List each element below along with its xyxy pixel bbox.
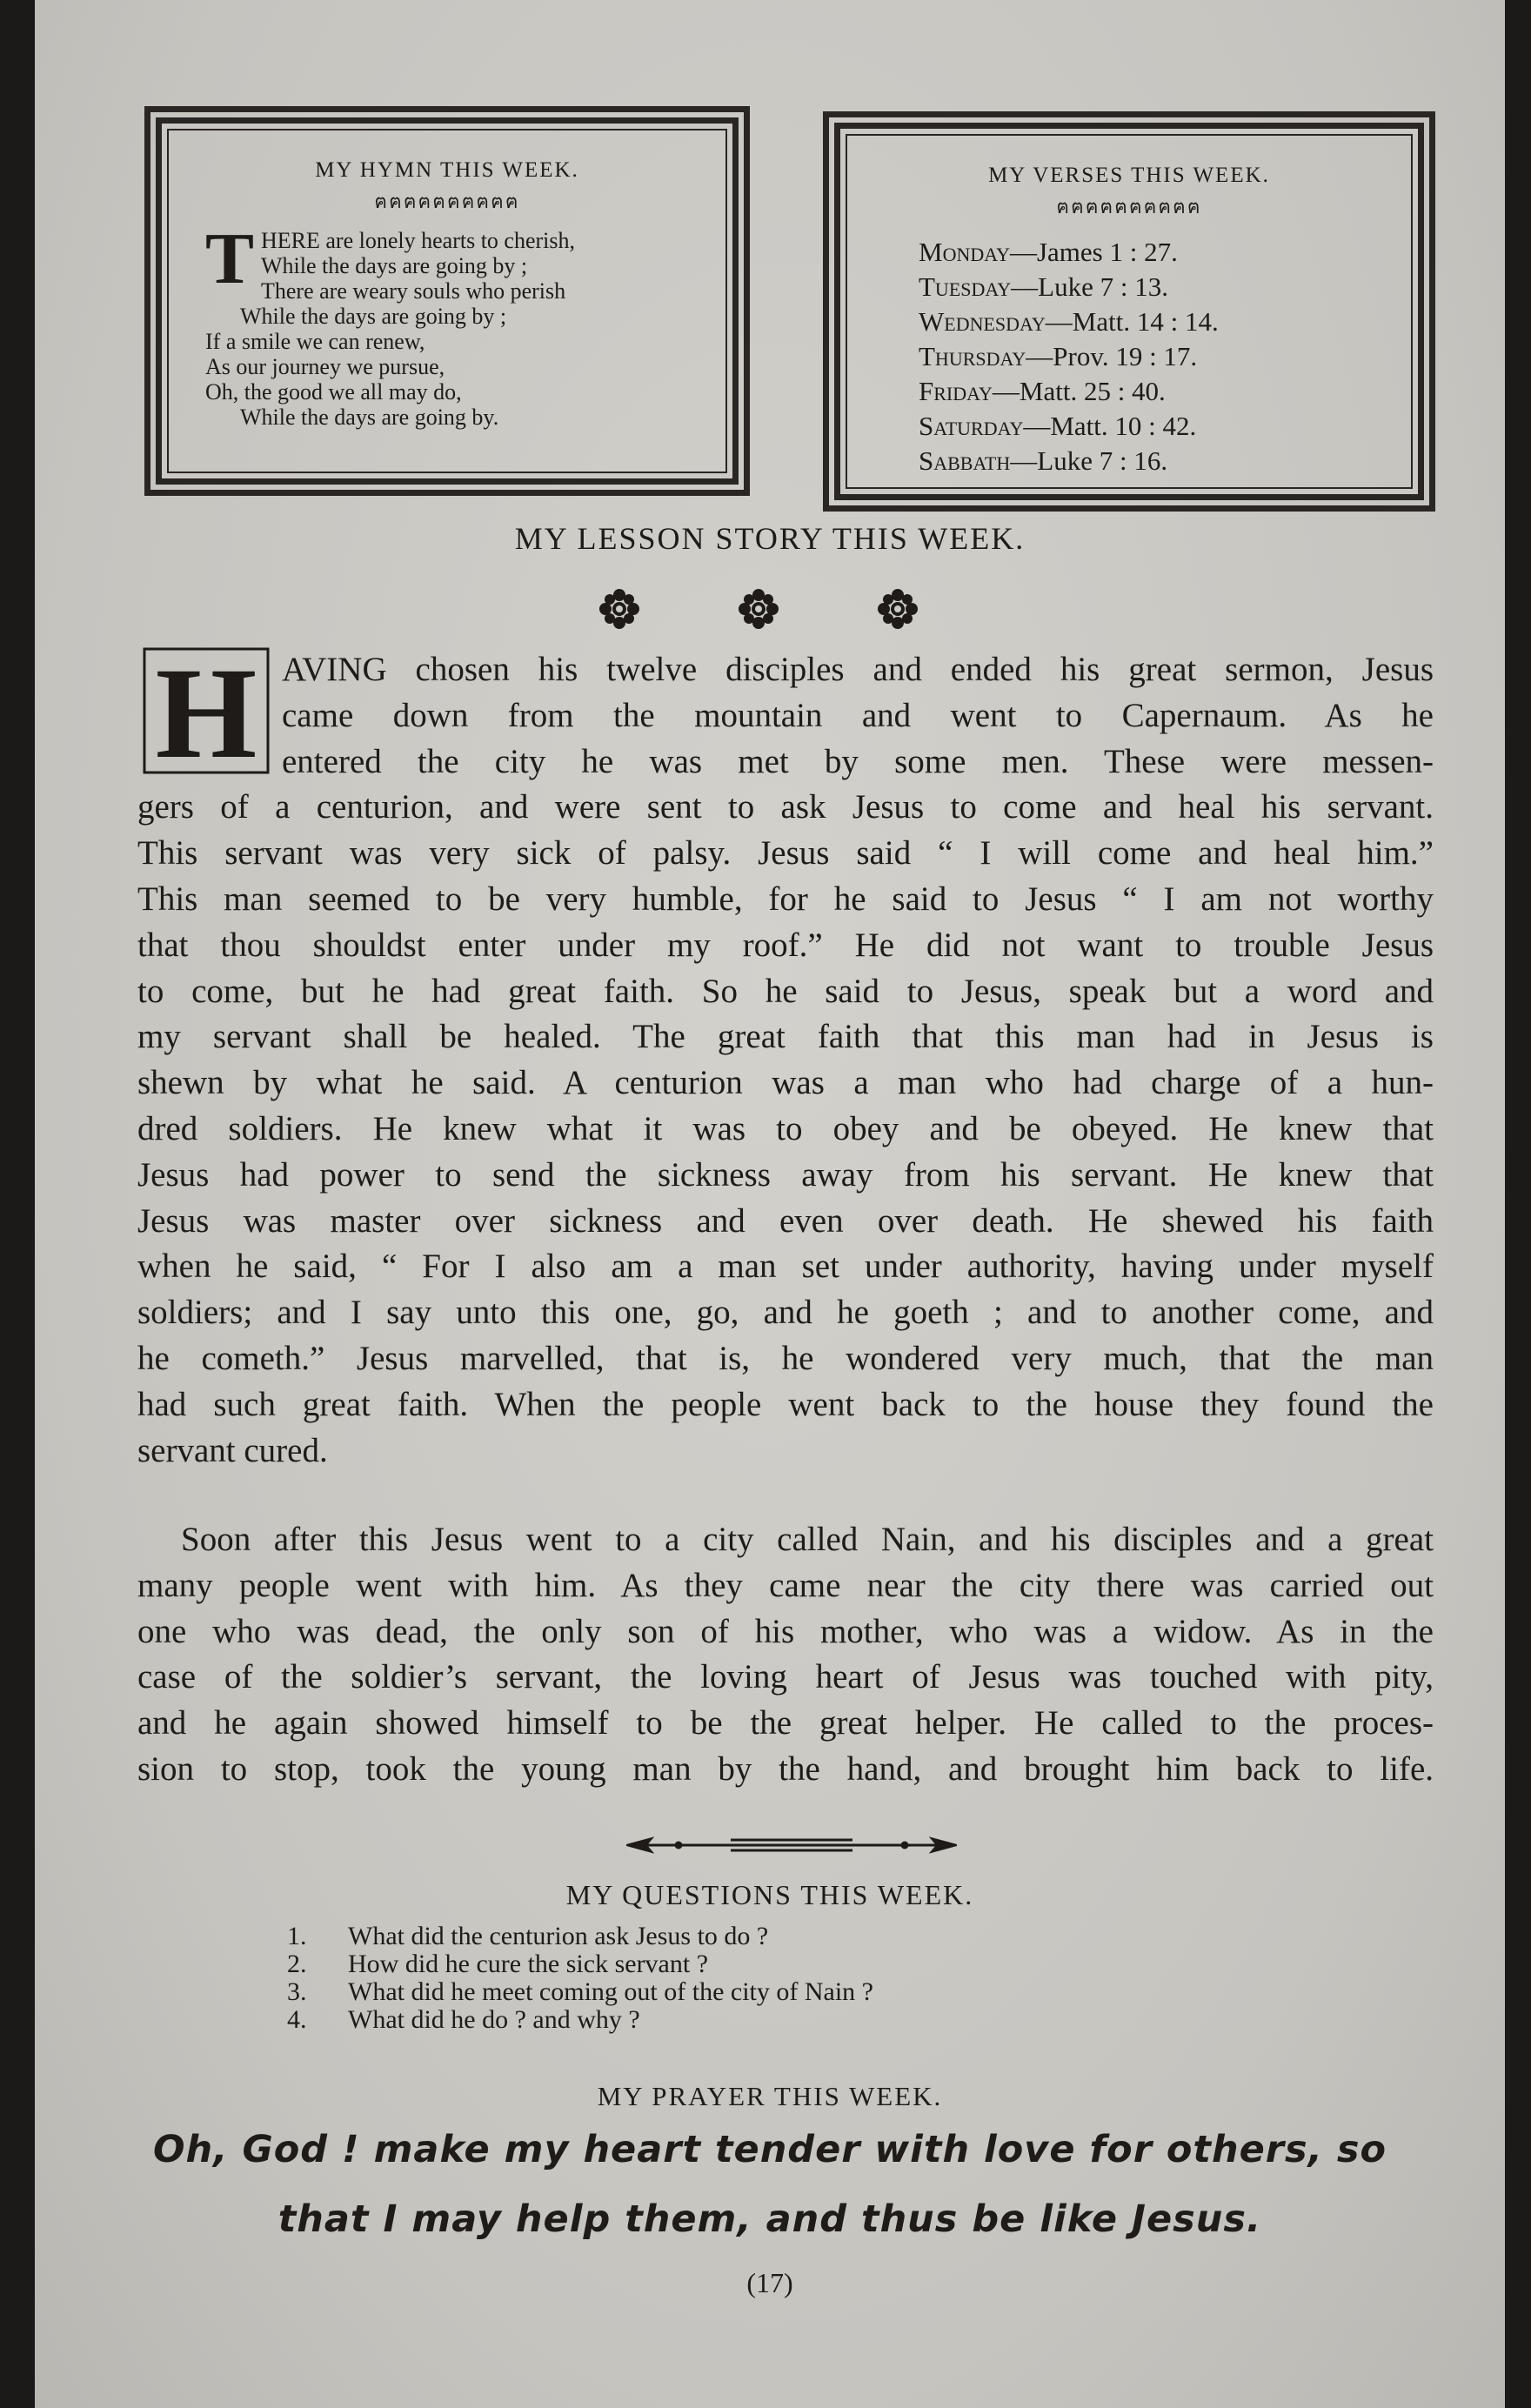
verse-ref: —Matt. 10 : 42. <box>1023 411 1197 441</box>
hymn-box <box>144 106 750 496</box>
hymn-ornament: ฅฅฅฅฅฅฅฅฅฅ <box>374 191 520 212</box>
story-line: case of the soldier’s servant, the loving heart of Jesus was touched with pity, <box>137 1658 1434 1696</box>
divider-ornament <box>626 1832 957 1858</box>
verses-list <box>919 235 1219 478</box>
rosette-ornaments <box>35 585 1505 637</box>
verse-ref: —Matt. 25 : 40. <box>992 376 1166 406</box>
question-number: 1. <box>287 1922 307 1950</box>
lesson-story <box>137 647 1434 1474</box>
verse-ref: —Luke 7 : 13. <box>1011 271 1168 302</box>
verse-ref: —Luke 7 : 16. <box>1010 445 1168 476</box>
question-item <box>287 2006 873 2034</box>
story-line: to come, but he had great faith. So he said to Jesus, speak but a word and <box>137 972 1434 1010</box>
hymn-line: Oh, the good we all may do, <box>205 379 462 405</box>
questions-list <box>287 1923 873 2034</box>
story-line: shewn by what he said. A centurion was a man who had charge of a hun- <box>137 1064 1434 1102</box>
story-line: my servant shall be healed. The great faith that this man had in Jesus is <box>137 1018 1434 1056</box>
verse-ref: —Matt. 14 : 14. <box>1045 306 1219 337</box>
page-number: (17) <box>746 2267 793 2298</box>
verse-day: Sabbath <box>919 445 1011 476</box>
rosette-icon <box>873 585 922 633</box>
story-line: dred soldiers. He knew what it was to obey and be obeyed. He knew that <box>137 1109 1434 1147</box>
story-line: had such great faith. When the people went back to the house they found the <box>137 1385 1434 1423</box>
book-page <box>35 0 1505 2408</box>
question-item <box>287 1923 873 1950</box>
story-line: many people went with him. As they came near the city there was carried out <box>137 1566 1434 1604</box>
story-line: Soon after this Jesus went to a city called Nain, and his disciples and a great <box>181 1521 1434 1558</box>
verse-day: Wednesday <box>919 306 1046 337</box>
verses-title: MY VERSES THIS WEEK. <box>988 164 1270 187</box>
hymn-line: While the days are going by ; <box>240 304 507 329</box>
story-line: Jesus had power to send the sickness away from his servant. He knew that <box>137 1155 1434 1194</box>
story-line: This servant was very sick of palsy. Jesus said “ I will come and heal him.” <box>137 834 1434 873</box>
hymn-text <box>205 218 692 430</box>
verse-row-monday <box>919 235 1219 270</box>
story-line: came down from the mountain and went to Capernaum. As he <box>282 696 1434 734</box>
question-item <box>287 1978 873 2006</box>
story-line: sion to stop, took the young man by the hand, and brought him back to life. <box>137 1749 1434 1788</box>
hymn-drop-cap: T <box>205 218 255 299</box>
story-line: servant cured. <box>137 1431 328 1469</box>
rosette-icon <box>734 585 783 633</box>
verse-day: Thursday <box>919 341 1026 371</box>
question-number: 2. <box>287 1950 307 1978</box>
question-number: 3. <box>287 1977 307 2006</box>
verse-day: Monday <box>919 237 1010 267</box>
hymn-line: While the days are going by. <box>240 405 499 430</box>
question-item <box>287 1950 873 1978</box>
question-text: What did he meet coming out of the city of Nain ? <box>348 1977 873 2006</box>
verse-ref: —Prov. 19 : 17. <box>1026 341 1198 371</box>
story-line: gers of a centurion, and were sent to ask Jesus to come and heal his servant. <box>137 788 1434 826</box>
story-line: soldiers; and I say unto this one, go, and he goeth ; and to another come, and <box>137 1294 1434 1332</box>
prayer-heading: MY PRAYER THIS WEEK. <box>597 2081 943 2111</box>
hymn-line: While the days are going by ; <box>261 253 528 278</box>
verse-row-tuesday <box>919 270 1219 304</box>
rosette-icon <box>595 585 644 633</box>
hymn-line: As our journey we pursue, <box>205 354 445 379</box>
lesson-story-paragraph-2 <box>137 1517 1434 1793</box>
hymn-line: HERE are lonely hearts to cherish, <box>261 228 575 253</box>
lesson-heading: MY LESSON STORY THIS WEEK. <box>514 521 1026 556</box>
story-line: AVING chosen his twelve disciples and ended his great sermon, Jesus <box>282 651 1434 688</box>
questions-heading: MY QUESTIONS THIS WEEK. <box>565 1879 974 1910</box>
story-line: one who was dead, the only son of his mother, who was a widow. As in the <box>137 1612 1434 1650</box>
hymn-line: There are weary souls who perish <box>261 278 566 304</box>
story-line: that thou shouldst enter under my roof.” He did not want to trouble Jesus <box>137 926 1434 964</box>
prayer-line-2: that I may help them, and thus be like Jesus. <box>277 2197 1262 2241</box>
svg-text:H: H <box>155 645 257 776</box>
verses-ornament: ฅฅฅฅฅฅฅฅฅฅ <box>1056 196 1202 217</box>
story-line: entered the city he was met by some men. These were messen- <box>282 742 1434 780</box>
prayer-line-1: Oh, God ! make my heart tender with love for others, so <box>152 2128 1387 2171</box>
question-text: What did the centurion ask Jesus to do ? <box>348 1922 769 1950</box>
verses-box <box>823 111 1435 512</box>
verse-day: Friday <box>919 376 993 406</box>
verse-row-sabbath <box>919 444 1219 478</box>
verse-row-wednesday <box>919 304 1219 339</box>
hymn-line: If a smile we can renew, <box>205 329 425 354</box>
verse-day: Tuesday <box>919 271 1012 302</box>
question-text: How did he cure the sick servant ? <box>348 1950 709 1978</box>
story-line: This man seemed to be very humble, for he said to Jesus “ I am not worthy <box>137 880 1434 918</box>
verse-row-friday <box>919 374 1219 409</box>
verse-row-thursday <box>919 339 1219 374</box>
question-text: What did he do ? and why ? <box>348 2005 640 2034</box>
verse-ref: —James 1 : 27. <box>1009 237 1178 267</box>
story-line: he cometh.” Jesus marvelled, that is, he wondered very much, that the man <box>137 1339 1434 1377</box>
verse-row-saturday <box>919 409 1219 444</box>
story-line: when he said, “ For I also am a man set under authority, having under myself <box>137 1247 1434 1286</box>
hymn-title: MY HYMN THIS WEEK. <box>315 158 579 182</box>
story-line: Jesus was master over sickness and even over death. He shewed his faith <box>137 1201 1434 1240</box>
verse-day: Saturday <box>919 411 1024 441</box>
question-number: 4. <box>287 2005 307 2034</box>
story-line: and he again showed himself to be the great helper. He called to the proces- <box>137 1704 1434 1742</box>
